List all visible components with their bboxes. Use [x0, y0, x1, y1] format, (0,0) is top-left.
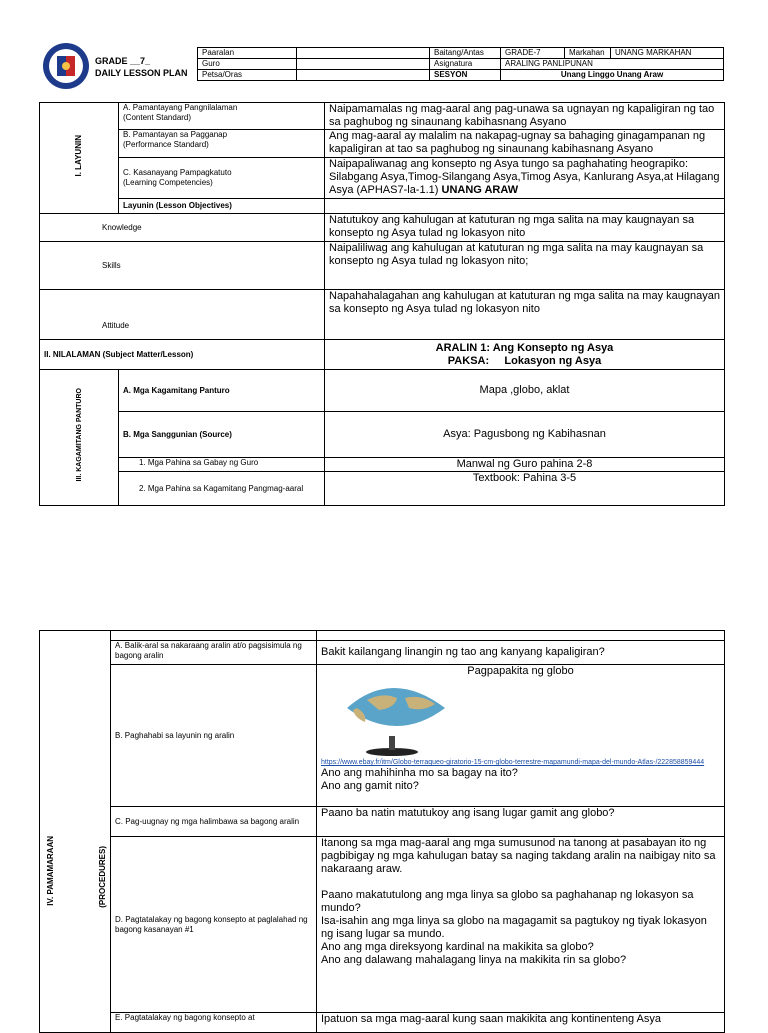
procedures-table: [39, 630, 725, 1033]
globe-image: [321, 678, 720, 758]
learning-competencies-value: Naipapaliwanag ang konsepto ng Asya tungo sa paghahating heograpiko: Silabgang Asya,Timog-Silangang Asya,Timog Asya, Kanlurang Asya,at Hilagang Asya (APHAS7-la-1.1): [329, 158, 720, 196]
objectives-table: [39, 102, 725, 506]
teacher-guide-pages-label: 1. Mga Pahina sa Gabay ng Guro: [119, 458, 325, 472]
procedures-empty-label: [111, 631, 317, 641]
header-info-table: [197, 47, 724, 81]
header-label-quarter: Markahan: [565, 48, 611, 59]
paksa-title: PAKSA: Lokasyon ng Asya: [447, 354, 602, 367]
header-value-teacher: [297, 59, 430, 70]
performance-standard-value: Ang mag-aaral ay malalim na nakapag-ugnay sa bahaging ginagampanan ng kapaligiran at tao sa paghubog ng sinaunang kabihasnang Asyano: [325, 130, 725, 158]
knowledge-label: Knowledge: [40, 214, 325, 242]
examples-label: C. Pag-uugnay ng mga halimbawa sa bagong aralin: [111, 807, 317, 837]
purpose-question-1: Ano ang mahihinha mo sa bagay na ito?: [321, 767, 518, 779]
discussion-question-1: Paano makatutulong ang mga linya sa globo sa paghahanap ng lokasyon sa mundo?: [321, 889, 694, 914]
subject-matter-cell: [325, 340, 725, 370]
header-label-subject: Asignatura: [430, 59, 501, 70]
student-material-pages-value: Textbook: Pahina 3-5: [325, 472, 725, 506]
unang-araw-label: UNANG ARAW: [438, 184, 519, 196]
materials-label: A. Mga Kagamitang Panturo: [119, 370, 325, 412]
discussion-question-3: Ano ang mga direksyong kardinal na makikita sa globo?: [321, 941, 594, 953]
header-value-school: [297, 48, 430, 59]
content-standard-value: Naipamamalas ng mag-aaral ang pag-unawa sa ugnayan ng kapaligiran ng tao sa paghubog ng sinaunang kabihasnang Asyano: [325, 103, 725, 130]
globe-icon: [327, 678, 457, 758]
grade-label: GRADE __7_: [95, 56, 151, 66]
skills-value: Naipaliliwag ang kahulugan at katuturan ng mga salita na may kaugnayan sa konsepto ng Asya tulad ng lokasyon nito;: [325, 242, 725, 290]
header-value-subject: ARALING PANLIPUNAN: [501, 59, 724, 70]
purpose-cell: [317, 665, 725, 807]
discussion-question-2: Isa-isahin ang mga linya sa globo na magagamit sa pagtukoy ng tiyak lokasyon ng isang lugar sa mundo.: [321, 915, 707, 940]
procedures-label: (PROCEDURES): [98, 846, 107, 908]
examples-value: Paano ba natin matutukoy ang isang lugar gamit ang globo?: [317, 807, 725, 837]
header-value-session: Unang Linggo Unang Araw: [501, 70, 724, 81]
header-value-date: [297, 70, 430, 81]
learning-competencies-cell: [325, 158, 725, 199]
procedures-empty-value: [317, 631, 725, 641]
header-value-quarter: UNANG MARKAHAN: [611, 48, 724, 59]
attitude-label: Attitude: [40, 290, 325, 340]
materials-value: Mapa ,globo, aklat: [325, 370, 725, 412]
knowledge-value: Natutukoy ang kahulugan at katuturan ng mga salita na may kaugnayan sa konsepto ng Asya tulad ng lokasyon nito: [325, 214, 725, 242]
teacher-guide-pages-value: Manwal ng Guro pahina 2-8: [325, 458, 725, 472]
procedures-label-cell: [40, 631, 111, 1033]
grade-header: [95, 55, 188, 79]
discussion-2-label: E. Pagtatalakay ng bagong konsepto at: [111, 1013, 317, 1033]
header-label-teacher: Guro: [198, 59, 297, 70]
review-value: Bakit kailangang linangin ng tao ang kanyang kapaligiran?: [317, 641, 725, 665]
content-standard-label: A. Pamantayang Pangnilalaman (Content Standard): [119, 103, 325, 130]
skills-label: Skills: [40, 242, 325, 290]
header-value-grade-level: GRADE-7: [501, 48, 565, 59]
discussion-intro: Itanong sa mga mag-aaral ang mga sumusunod na tanong at pasabayan ito ng pagbibigay ng mga kahulugan batay sa naging takdang aralin na naibigay nito sa nakaraang araw.: [321, 837, 716, 875]
deped-seal-logo: [42, 42, 90, 90]
discussion-label: D. Pagtatalakay ng bagong konsepto at paglalahad ng bagong kasanayan #1: [111, 837, 317, 1013]
kagamitan-cell: [40, 370, 119, 506]
pamamaraan-label: IV. PAMAMARAAN: [46, 836, 55, 906]
header-label-grade-level: Baitang/Antas: [430, 48, 501, 59]
review-label: A. Balik-aral sa nakaraang aralin at/o pagsisimula ng bagong aralin: [111, 641, 317, 665]
discussion-cell: [317, 837, 725, 1013]
globe-source-link[interactable]: https://www.ebay.fr/itm/Globo-terraqueo-giratorio-15-cm-globo-terrestre-mapamundi-mapa-del-mundo-Atlas-/222858859444: [321, 759, 705, 766]
sources-value: Asya: Pagusbong ng Kabihasnan: [325, 412, 725, 458]
subject-matter-label: II. NILALAMAN (Subject Matter/Lesson): [40, 340, 325, 370]
discussion-question-4: Ano ang dalawang mahalagang linya na makikita rin sa globo?: [321, 954, 627, 966]
layunin-label: I. LAYUNIN: [74, 134, 83, 177]
lesson-objectives-empty: [325, 199, 725, 214]
layunin-cell: [40, 103, 119, 214]
performance-standard-label: B. Pamantayan sa Pagganap (Performance Standard): [119, 130, 325, 158]
header-label-session: SESYON: [430, 70, 501, 81]
header-label-school: Paaralan: [198, 48, 297, 59]
sources-label: B. Mga Sanggunian (Source): [119, 412, 325, 458]
aralin-title: ARALIN 1: Ang Konsepto ng Asya: [435, 341, 614, 354]
header-label-date: Petsa/Oras: [198, 70, 297, 81]
purpose-title: Pagpapakita ng globo: [467, 665, 574, 677]
kagamitan-label: III. KAGAMITANG PANTURO: [75, 388, 83, 482]
dlp-label: DAILY LESSON PLAN: [95, 68, 188, 78]
attitude-value: Napahahalagahan ang kahulugan at katuturan ng mga salita na may kaugnayan sa konsepto ng Asya tulad ng lokasyon nito: [325, 290, 725, 340]
discussion-2-value: Ipatuon sa mga mag-aaral kung saan makikita ang kontinenteng Asya: [317, 1013, 725, 1033]
lesson-objectives-label: Layunin (Lesson Objectives): [119, 199, 325, 214]
purpose-label: B. Paghahabi sa layunin ng aralin: [111, 665, 317, 807]
learning-competencies-label: C. Kasanayang Pampagkatuto (Learning Competencies): [119, 158, 325, 199]
purpose-question-2: Ano ang gamit nito?: [321, 780, 419, 792]
student-material-pages-label: 2. Mga Pahina sa Kagamitang Pangmag-aaral: [119, 472, 325, 506]
